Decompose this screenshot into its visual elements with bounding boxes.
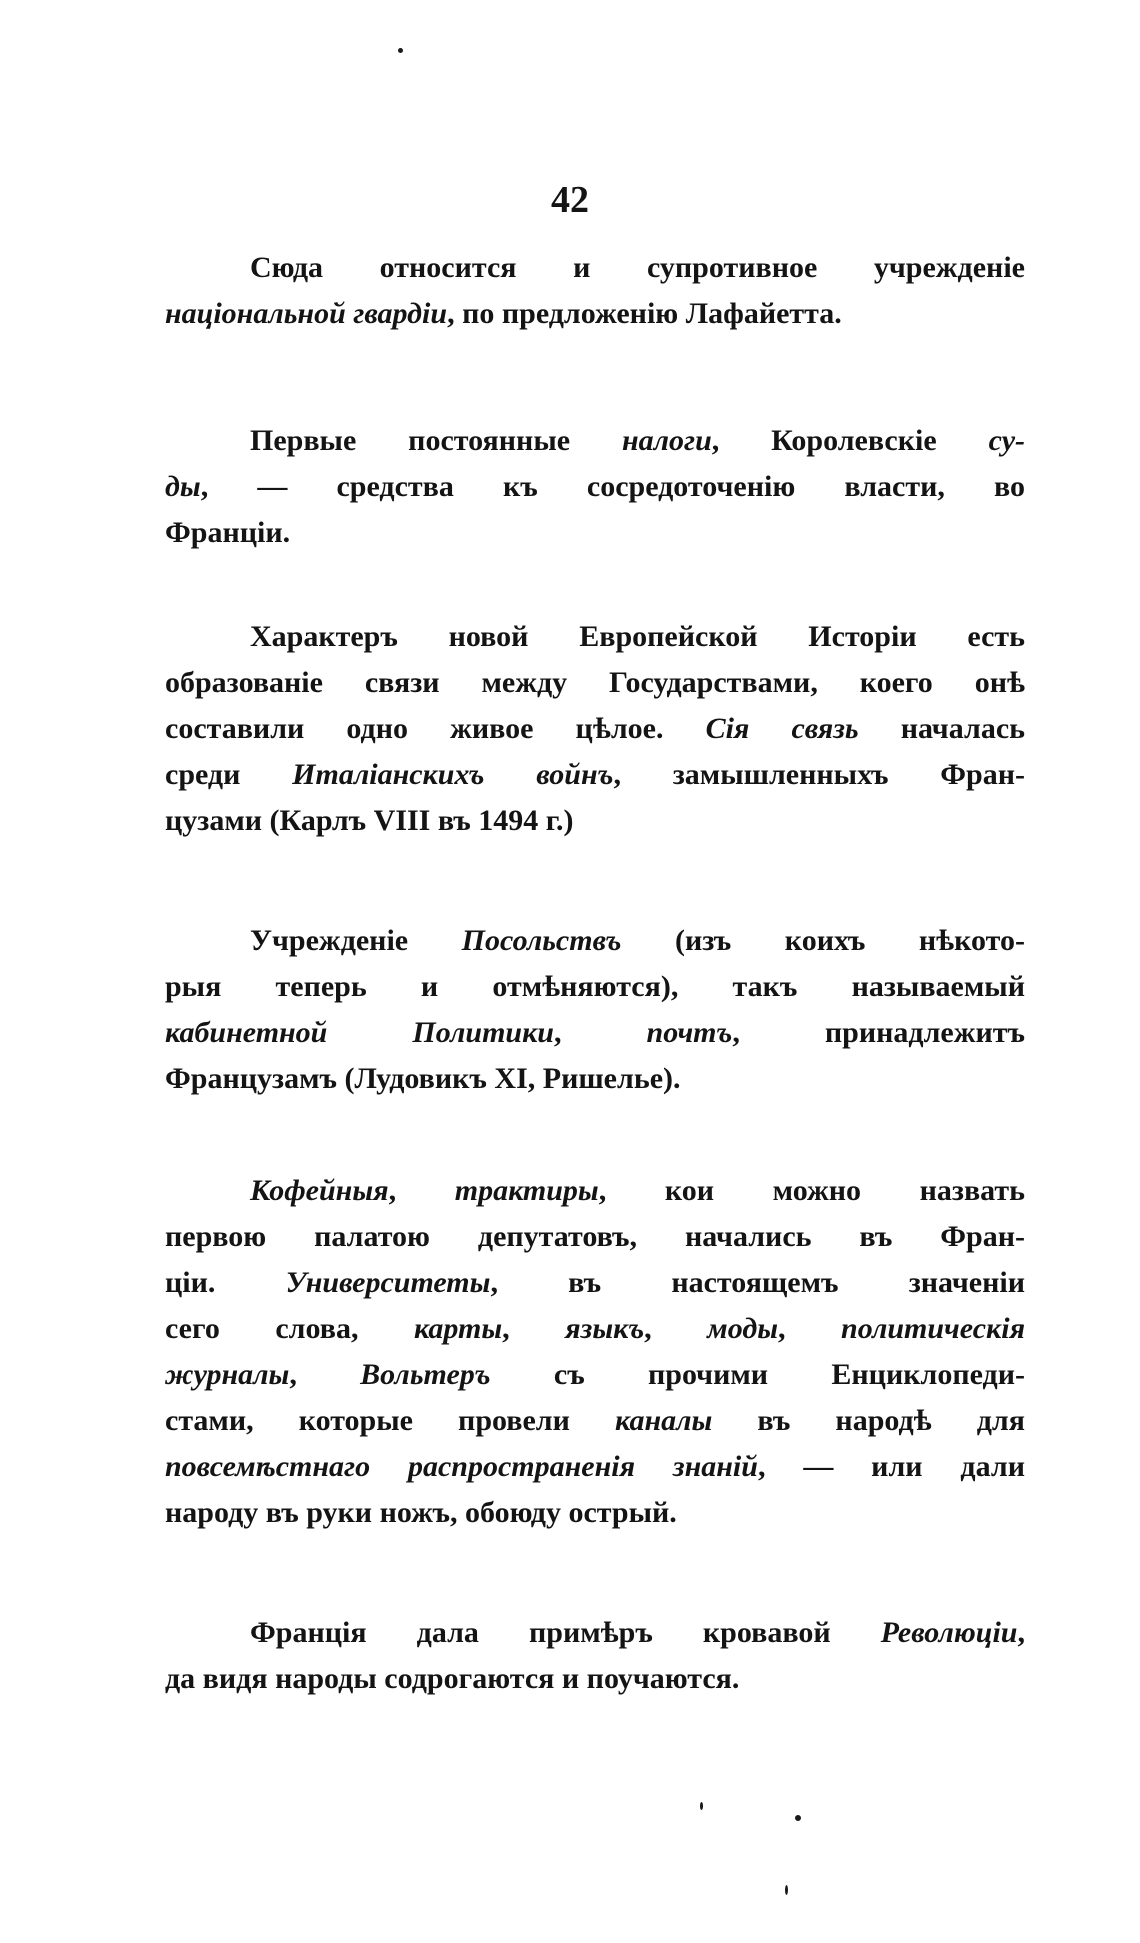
ink-speck xyxy=(398,48,403,53)
text-line xyxy=(165,291,1025,337)
text-segment: Учрежденіе xyxy=(250,924,462,957)
text-segment: , — или дали xyxy=(757,1450,1025,1483)
text-segment: образованіе связи между Государствами, коего онѣ xyxy=(165,666,1025,699)
text-segment: , Королевскіе xyxy=(711,424,989,457)
text-segment: , принадлежитъ xyxy=(732,1016,1025,1049)
text-line xyxy=(165,1398,1025,1444)
text-segment: съ прочими Енциклопеди- xyxy=(490,1358,1026,1391)
text-line xyxy=(165,1260,1025,1306)
text-line xyxy=(165,1352,1025,1398)
text-segment: , кои можно назвать xyxy=(598,1174,1026,1207)
text-line xyxy=(165,464,1025,510)
text-segment: Сюда относится и супротивное учрежденіе xyxy=(250,251,1025,284)
text-line xyxy=(165,1306,1025,1352)
text-line xyxy=(165,1010,1025,1056)
italic-text: повсемѣстнаго распространенія знаній xyxy=(165,1450,758,1483)
text-segment: началась xyxy=(858,712,1026,745)
italic-text: карты xyxy=(413,1312,503,1345)
text-line xyxy=(165,1610,1025,1656)
italic-text: ды xyxy=(165,470,201,503)
italic-text: трактиры xyxy=(454,1174,599,1207)
italic-text: языкъ xyxy=(565,1312,645,1345)
text-segment: (изъ коихъ нѣкото- xyxy=(621,924,1025,957)
paragraph-national-guard xyxy=(165,245,1025,337)
text-segment: Характеръ новой Европейской Исторіи есть xyxy=(250,620,1025,653)
paragraph-embassies xyxy=(165,918,1025,1102)
text-line xyxy=(165,918,1025,964)
paragraph-revolution xyxy=(165,1610,1025,1702)
text-line xyxy=(165,660,1025,706)
text-segment: сего слова, xyxy=(165,1312,414,1345)
text-segment: , — средства къ сосредоточенію власти, во xyxy=(200,470,1025,503)
ink-speck xyxy=(785,1885,788,1895)
text-line xyxy=(165,1490,1025,1536)
text-segment: составили одно живое цѣлое. xyxy=(165,712,706,745)
text-segment: Французамъ (Лудовикъ XI, Ришелье). xyxy=(165,1062,681,1095)
text-line xyxy=(165,1656,1025,1702)
text-segment: , xyxy=(644,1312,708,1345)
text-line xyxy=(165,752,1025,798)
text-line xyxy=(165,706,1025,752)
ink-speck xyxy=(795,1815,801,1821)
text-segment: Франціи. xyxy=(165,516,291,549)
italic-text: Университеты xyxy=(285,1266,491,1299)
paragraph-coffeehouses xyxy=(165,1168,1025,1536)
text-segment: , по предложенію Лафайетта. xyxy=(447,297,842,330)
text-segment: стами, которые провели xyxy=(165,1404,615,1437)
italic-text: моды xyxy=(707,1312,779,1345)
text-segment: Первые постоянные xyxy=(250,424,622,457)
italic-text: національной гвардіи xyxy=(165,297,448,330)
italic-text: Сія связь xyxy=(705,712,859,745)
italic-text: журналы xyxy=(165,1358,290,1391)
text-segment: въ народѣ для xyxy=(712,1404,1025,1437)
text-line xyxy=(165,418,1025,464)
text-segment: , замышленныхъ Фран- xyxy=(613,758,1025,791)
text-line xyxy=(165,964,1025,1010)
italic-text: кабинетной Политики xyxy=(165,1016,554,1049)
italic-text: налоги xyxy=(621,424,712,457)
italic-text: Посольствъ xyxy=(461,924,622,957)
italic-text: Кофейныя xyxy=(250,1174,389,1207)
text-segment: , въ настоящемъ значеніи xyxy=(490,1266,1025,1299)
italic-text: Революціи xyxy=(880,1616,1018,1649)
text-segment: народу въ руки ножъ, обоюду острый. xyxy=(165,1496,677,1529)
text-segment: Франція дала примѣръ кровавой xyxy=(250,1616,881,1649)
page-number: 42 xyxy=(551,179,589,221)
paragraph-european-history xyxy=(165,614,1025,844)
italic-text: Вольтеръ xyxy=(360,1358,491,1391)
italic-text: почтъ xyxy=(646,1016,733,1049)
text-segment: , xyxy=(553,1016,647,1049)
text-line xyxy=(165,1444,1025,1490)
text-line xyxy=(165,245,1025,291)
italic-text: Италіанскихъ войнъ xyxy=(292,758,614,791)
text-segment: ціи. xyxy=(165,1266,286,1299)
text-segment: да видя народы содрогаются и поучаются. xyxy=(165,1662,740,1695)
text-line xyxy=(165,614,1025,660)
text-segment: , xyxy=(289,1358,361,1391)
text-segment: первою палатою депутатовъ, начались въ Фран- xyxy=(165,1220,1025,1253)
text-line xyxy=(165,1214,1025,1260)
text-segment: среди xyxy=(165,758,293,791)
text-segment: , xyxy=(388,1174,455,1207)
text-line xyxy=(165,1168,1025,1214)
text-line xyxy=(165,1056,1025,1102)
text-segment: рыя теперь и отмѣняются), такъ называемый xyxy=(165,970,1025,1003)
italic-text: каналы xyxy=(614,1404,713,1437)
text-segment: цузами (Карлъ VIII въ 1494 г.) xyxy=(165,804,574,837)
paragraph-taxes-courts xyxy=(165,418,1025,556)
text-line xyxy=(165,510,1025,556)
ink-speck xyxy=(700,1802,703,1810)
text-segment: , xyxy=(1017,1616,1025,1649)
italic-text: политическія xyxy=(841,1312,1026,1345)
text-line xyxy=(165,798,1025,844)
italic-text: су- xyxy=(988,424,1025,457)
text-segment: , xyxy=(502,1312,566,1345)
text-segment: , xyxy=(778,1312,842,1345)
